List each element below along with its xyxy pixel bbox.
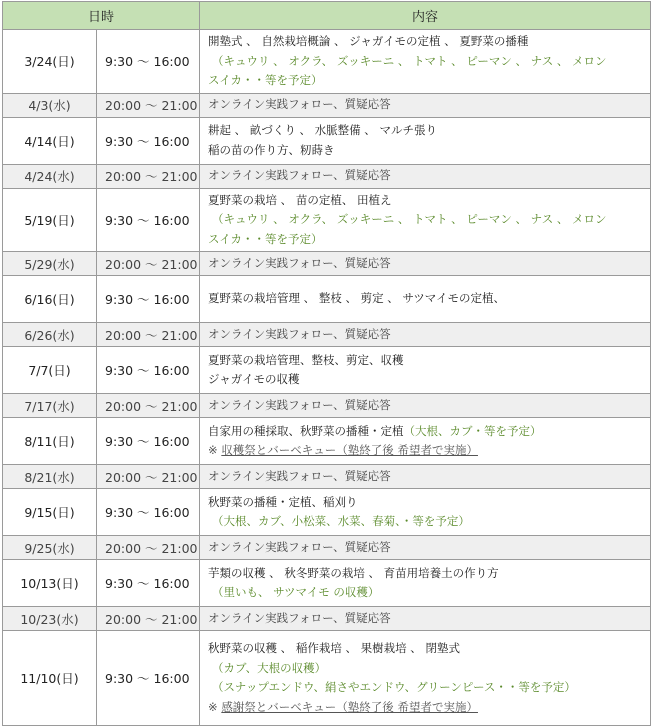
online-session-row [3, 93, 651, 117]
line-text: オンライン実践フォロー、質疑応答 [208, 326, 391, 341]
date-cell: 4/3(水) [3, 93, 97, 117]
time-cell: 20:00 ～ 21:00 [97, 252, 200, 276]
crop-detail-line [208, 230, 650, 250]
content-line [208, 32, 650, 52]
content-line [208, 370, 650, 390]
content-line [208, 467, 650, 487]
date-cell: 5/19(日) [3, 188, 97, 252]
line-text: （里いも、 サツマイモ の収穫） [212, 585, 380, 599]
date-cell: 4/14(日) [3, 117, 97, 164]
date-cell: 11/10(日) [3, 631, 97, 726]
content-cell [200, 560, 651, 607]
line-text: 稲の苗の作り方、籾蒔き [208, 142, 335, 157]
online-session-row [3, 536, 651, 560]
crop-detail-line [208, 71, 650, 91]
content-line [208, 95, 650, 115]
content-line [208, 493, 650, 513]
time-cell: 9:30 ～ 16:00 [97, 188, 200, 252]
content-line [208, 141, 650, 161]
line-text: 芋類の収穫 、 秋冬野菜の栽培 、 育苗用培養土の作り方 [208, 565, 499, 580]
online-session-row [3, 164, 651, 188]
time-cell: 20:00 ～ 21:00 [97, 323, 200, 347]
line-text: ※ [208, 443, 222, 457]
content-line [208, 191, 650, 211]
line-text: 耕起 、 畝づくり 、 水脈整備 、 マルチ張り [208, 123, 437, 137]
content-cell [200, 117, 651, 164]
time-cell: 20:00 ～ 21:00 [97, 536, 200, 560]
session-row [3, 560, 651, 607]
time-cell: 20:00 ～ 21:00 [97, 607, 200, 631]
date-cell: 10/13(日) [3, 560, 97, 607]
header-row [3, 2, 651, 30]
line-text: 夏野菜の栽培管理 、 整枝 、 剪定 、 サツマイモの定植、 [208, 291, 506, 306]
crop-detail-line [208, 659, 650, 679]
online-session-row [3, 252, 651, 276]
time-cell: 9:30 ～ 16:00 [97, 418, 200, 465]
content-line [208, 396, 650, 416]
crop-detail-line [208, 52, 650, 72]
content-cell [200, 418, 651, 465]
content-cell [200, 30, 651, 94]
schedule-body [3, 30, 651, 726]
date-cell: 7/17(水) [3, 394, 97, 418]
line-text: （カブ、大根の収穫） [212, 660, 327, 675]
crop-detail-line [208, 583, 650, 603]
line-text: （キュウリ 、 オクラ、 ズッキーニ 、 トマト 、 ピーマン 、 ナス 、 メロン [212, 53, 607, 68]
session-row [3, 347, 651, 394]
content-line [208, 289, 650, 309]
content-line [208, 325, 650, 345]
time-cell: 9:30 ～ 16:00 [97, 489, 200, 536]
line-text: ジャガイモの収穫 [208, 372, 300, 386]
online-session-row [3, 465, 651, 489]
content-cell [200, 164, 651, 188]
content-line [208, 564, 650, 584]
content-cell [200, 323, 651, 347]
line-text: 開塾式 、 自然栽培概論 、 ジャガイモの定植 、 夏野菜の播種 [208, 34, 529, 48]
crop-detail-line [208, 512, 650, 532]
time-cell: 20:00 ～ 21:00 [97, 93, 200, 117]
content-line [208, 121, 650, 141]
time-cell: 9:30 ～ 16:00 [97, 30, 200, 94]
session-row [3, 117, 651, 164]
line-text: スイカ・・等を予定） [208, 231, 323, 246]
session-row [3, 631, 651, 726]
crop-detail-inline: （大根、カブ・等を予定） [403, 423, 542, 438]
time-cell: 9:30 ～ 16:00 [97, 276, 200, 323]
content-cell [200, 276, 651, 323]
time-cell: 9:30 ～ 16:00 [97, 560, 200, 607]
online-session-row [3, 607, 651, 631]
content-cell [200, 631, 651, 726]
content-cell [200, 394, 651, 418]
session-row [3, 30, 651, 94]
note-line [208, 441, 650, 461]
event-note: 感謝祭とバーベキュー（塾終了後 希望者で実施） [221, 699, 478, 714]
content-cell [200, 347, 651, 394]
online-session-row [3, 323, 651, 347]
line-text: スイカ・・等を予定） [208, 73, 323, 87]
schedule-table [2, 1, 651, 726]
date-cell: 9/15(日) [3, 489, 97, 536]
time-cell: 20:00 ～ 21:00 [97, 164, 200, 188]
time-cell: 9:30 ～ 16:00 [97, 631, 200, 726]
content-line [208, 422, 650, 442]
content-line [208, 538, 650, 558]
time-cell: 9:30 ～ 16:00 [97, 117, 200, 164]
line-text: オンライン実践フォロー、質疑応答 [208, 97, 391, 112]
header-datetime: 日時 [3, 2, 200, 30]
crop-detail-line [208, 678, 650, 698]
line-text: ※ [208, 699, 222, 714]
time-cell: 20:00 ～ 21:00 [97, 465, 200, 489]
date-cell: 7/7(日) [3, 347, 97, 394]
line-text: 秋野菜の播種・定植、稲刈り [208, 494, 358, 509]
event-note: 収穫祭とバーベキュー（塾終了後 希望者で実施） [221, 443, 478, 457]
content-line [208, 351, 650, 371]
content-cell [200, 465, 651, 489]
date-cell: 3/24(日) [3, 30, 97, 94]
content-cell [200, 252, 651, 276]
date-cell: 5/29(水) [3, 252, 97, 276]
session-row [3, 489, 651, 536]
line-text: オンライン実践フォロー、質疑応答 [208, 255, 391, 270]
session-row [3, 418, 651, 465]
date-cell: 4/24(水) [3, 164, 97, 188]
content-line [208, 639, 650, 659]
line-text: （大根、カブ、小松菜、水菜、春菊、・等を予定） [212, 514, 470, 528]
line-text: オンライン実践フォロー、質疑応答 [208, 168, 391, 183]
line-text: 自家用の種採取、秋野菜の播種・定植 [208, 423, 404, 438]
time-cell: 20:00 ～ 21:00 [97, 394, 200, 418]
line-text: 秋野菜の収穫 、 稲作栽培 、 果樹栽培 、 閉塾式 [208, 641, 460, 655]
time-cell: 9:30 ～ 16:00 [97, 347, 200, 394]
date-cell: 8/21(水) [3, 465, 97, 489]
content-line [208, 166, 650, 186]
line-text: （キュウリ 、 オクラ、 ズッキーニ 、 トマト 、 ピーマン 、 ナス 、 メロン [212, 212, 607, 226]
line-text: オンライン実践フォロー、質疑応答 [208, 468, 391, 483]
date-cell: 9/25(水) [3, 536, 97, 560]
line-text: オンライン実践フォロー、質疑応答 [208, 397, 391, 412]
content-cell [200, 536, 651, 560]
session-row [3, 188, 651, 252]
content-cell [200, 188, 651, 252]
content-cell [200, 607, 651, 631]
line-text: 夏野菜の栽培管理、整枝、剪定、収穫 [208, 352, 404, 367]
content-cell [200, 489, 651, 536]
line-text: （スナップエンドウ、絹さやエンドウ、グリーンピース・・等を予定） [212, 680, 576, 694]
line-text: オンライン実践フォロー、質疑応答 [208, 539, 391, 554]
content-cell [200, 93, 651, 117]
crop-detail-line [208, 210, 650, 230]
date-cell: 6/26(水) [3, 323, 97, 347]
line-text: オンライン実践フォロー、質疑応答 [208, 610, 391, 625]
header-content: 内容 [200, 2, 651, 30]
date-cell: 10/23(水) [3, 607, 97, 631]
session-row [3, 276, 651, 323]
content-line [208, 254, 650, 274]
date-cell: 6/16(日) [3, 276, 97, 323]
note-line [208, 698, 650, 718]
line-text: 夏野菜の栽培 、 苗の定植、 田植え [208, 192, 392, 207]
content-line [208, 609, 650, 629]
online-session-row [3, 394, 651, 418]
date-cell: 8/11(日) [3, 418, 97, 465]
